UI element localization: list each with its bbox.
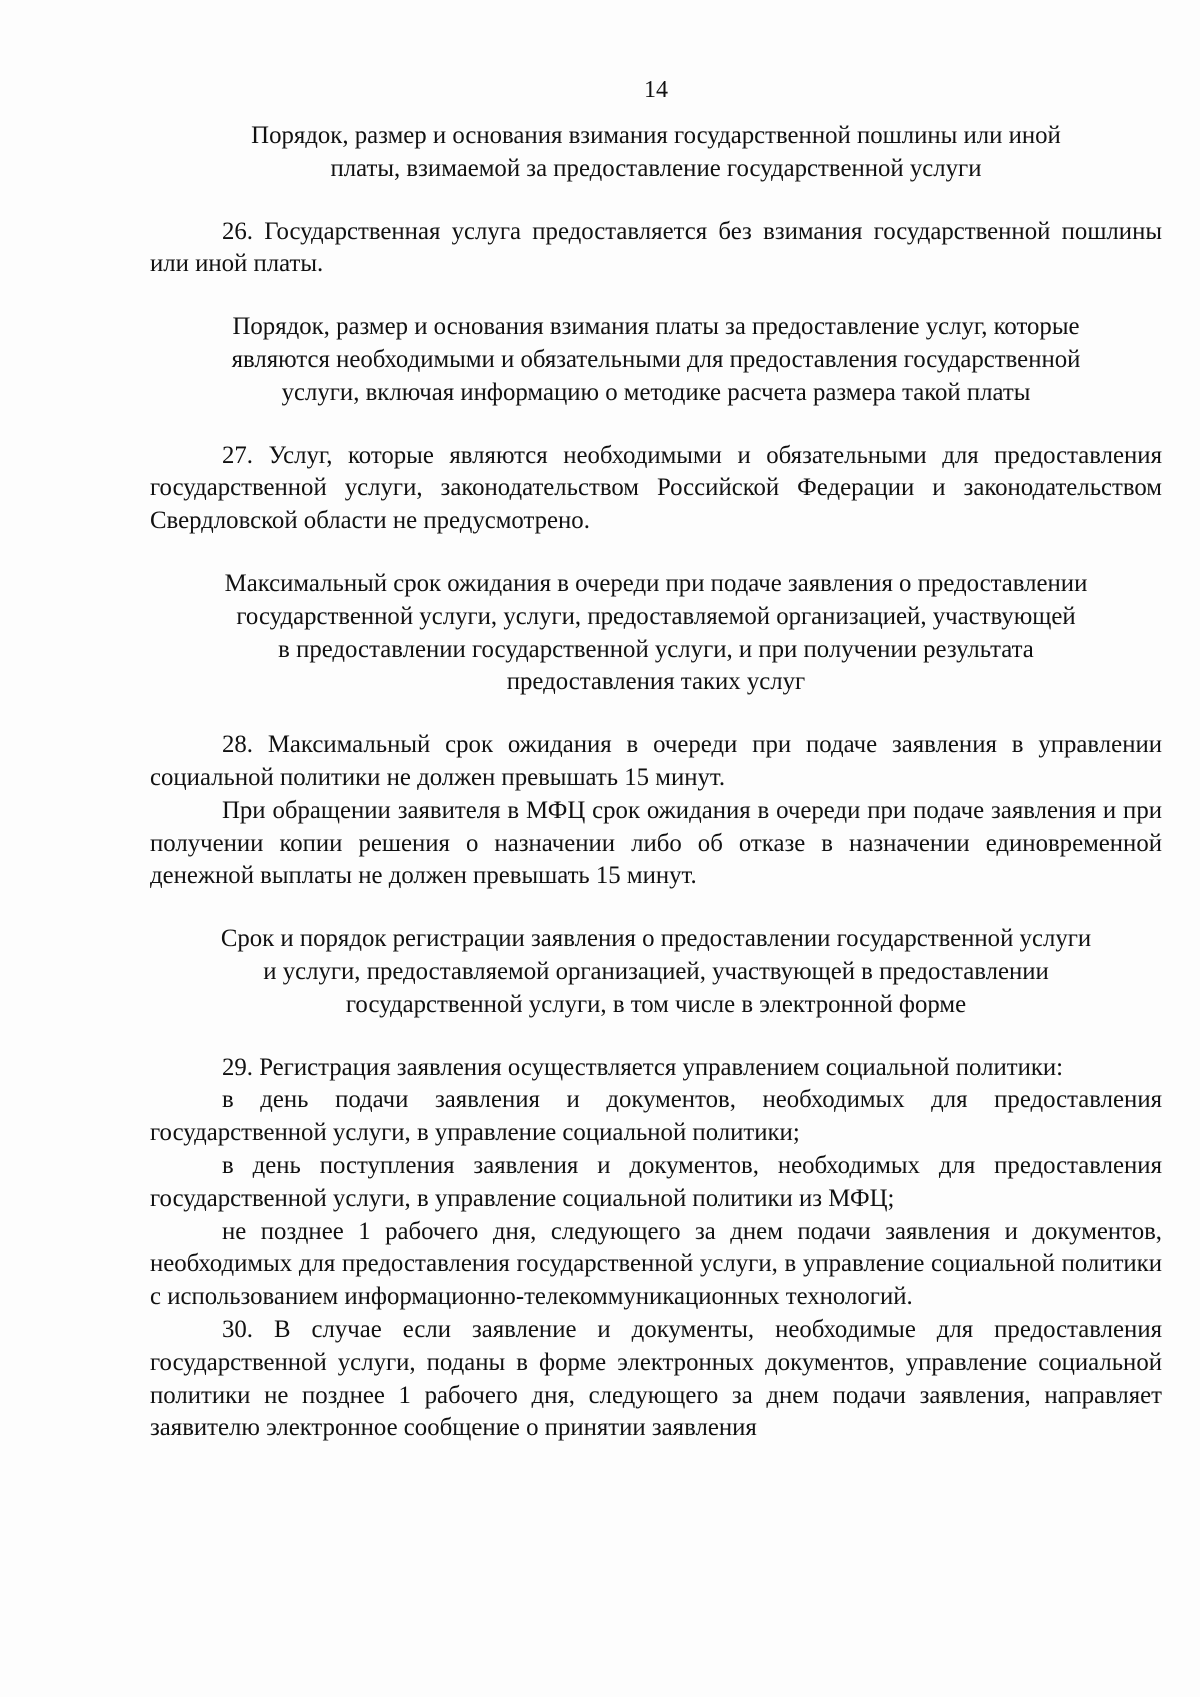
heading-line: в предоставлении государственной услуги, и при получении результата [278,635,1034,663]
paragraph-26: 26. Государственная услуга предоставляется без взимания государственной пошлины или иной платы. [150,217,1162,278]
document-content [150,120,1162,1445]
heading-line: Порядок, размер и основания взимания платы за предоставление услуг, которые [232,313,1080,341]
paragraph-29: 29. Регистрация заявления осуществляется управлением социальной политики: [222,1053,1064,1081]
paragraph-29-item-1: в день подачи заявления и документов, необходимых для предоставления государственной услуги, в управление социальной политики; [150,1086,1162,1147]
section-heading-max-wait [150,568,1162,699]
heading-line: и услуги, предоставляемой организацией, участвующей в предоставлении [263,957,1049,985]
section-heading-fee [150,120,1162,186]
heading-line: платы, взимаемой за предоставление государственной услуги [330,154,982,182]
heading-line: государственной услуги, услуги, предоставляемой организацией, участвующей [236,602,1076,630]
paragraph-29-item-2: в день поступления заявления и документов, необходимых для предоставления государственной услуги, в управление социальной политики из МФЦ; [150,1151,1162,1212]
section-heading-required-services-fee [150,311,1162,409]
section-heading-registration [150,923,1162,1021]
heading-line: предоставления таких услуг [506,668,806,696]
heading-line: государственной услуги, в том числе в электронной форме [345,990,967,1018]
paragraph-30: 30. В случае если заявление и документы, необходимые для предоставления государственной услуги, поданы в форме электронных документов, управление социальной политики не позднее 1 рабочего дня, следующего за днем подачи заявления, направляет заявителю электронное сообщение о принятии заявления [150,1315,1162,1442]
heading-line: являются необходимыми и обязательными для предоставления государственной [231,345,1081,373]
paragraph-28: 28. Максимальный срок ожидания в очереди при подаче заявления в управлении социальной политики не должен превышать 15 минут. [150,731,1162,791]
heading-line: услуги, включая информацию о методике расчета размера такой платы [281,378,1031,406]
page-number: 14 [644,77,668,103]
paragraph-27: 27. Услуг, которые являются необходимыми и обязательными для предоставления государственной услуги, законодательством Российской Федерации и законодательством Свердловской области не предусмотрено. [150,441,1162,535]
heading-line: Максимальный срок ожидания в очереди при подаче заявления о предоставлении [224,569,1088,597]
paragraph-29-item-3: не позднее 1 рабочего дня, следующего за днем подачи заявления и документов, необходимых для предоставления государственной услуги, в управление социальной политики с использованием информационно-телекоммуникационных технологий. [150,1217,1162,1311]
paragraph-28-mfc: При обращении заявителя в МФЦ срок ожидания в очереди при подаче заявления и при получении копии решения о назначении либо об отказе в назначении единовременной денежной выплаты не должен превышать 15 минут. [150,796,1162,890]
heading-line: Срок и порядок регистрации заявления о предоставлении государственной услуги [220,925,1092,953]
heading-line: Порядок, размер и основания взимания государственной пошлины или иной [251,122,1061,149]
